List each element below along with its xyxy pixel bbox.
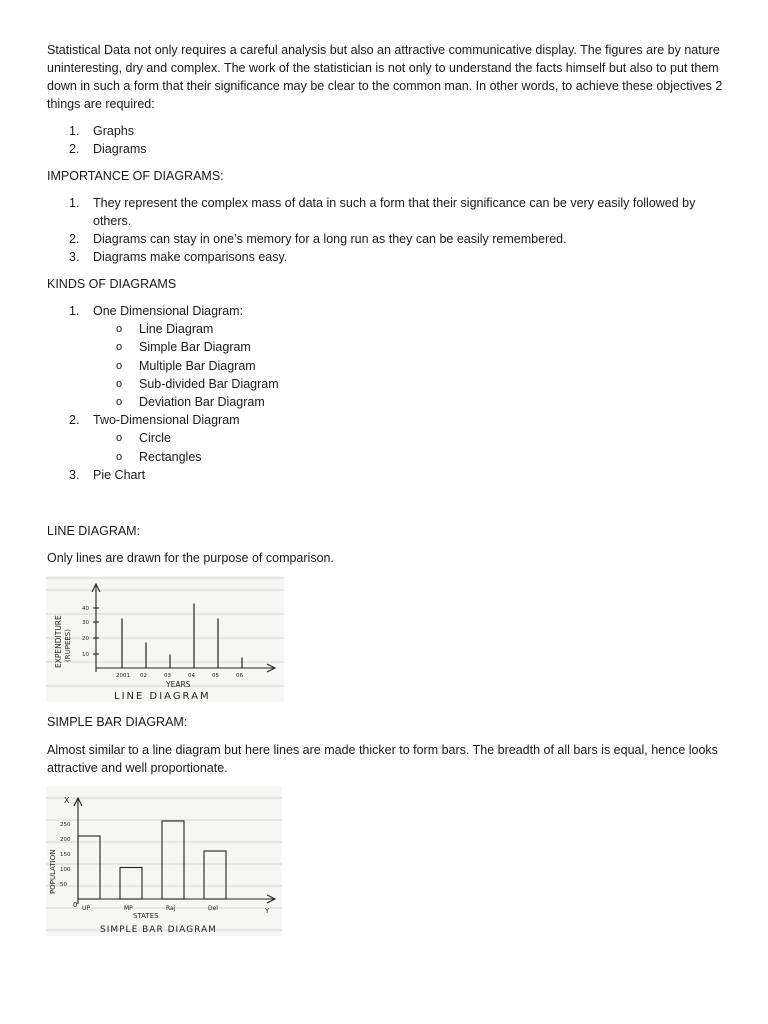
sub-list-item: o Circle — [116, 431, 171, 446]
x-axis-title: YEARS — [166, 680, 191, 689]
list-item: 2. Diagrams can stay in one’s memory for a long run as they can be easily remembered. — [69, 232, 567, 246]
list-item: 2. Two-Dimensional Diagram o Circle o Rectangles — [47, 411, 723, 466]
list-item: 2. Diagrams — [69, 142, 147, 156]
x-tick-label: Raj — [166, 905, 176, 912]
x-tick-label: 06 — [236, 673, 243, 679]
list-item: 3. Pie Chart — [69, 468, 146, 483]
list-item: 1. Graphs — [69, 124, 134, 138]
kinds-list — [47, 302, 723, 484]
figure-caption: SIMPLE BAR DIAGRAM — [100, 925, 217, 935]
sub-list-item: o Line Diagram — [116, 322, 214, 336]
importance-list — [47, 194, 723, 266]
x-tick-label: Del — [208, 905, 218, 912]
importance-heading: IMPORTANCE OF DIAGRAMS: — [47, 169, 224, 183]
y-tick-label: 100 — [60, 867, 71, 873]
x-tick-label: 05 — [212, 673, 219, 679]
x-axis-end-label: Y — [265, 907, 270, 915]
y-tick-label: 50 — [60, 882, 67, 888]
y-axis-title: POPULATION — [49, 849, 57, 894]
y-tick-label: 40 — [82, 606, 89, 612]
y-axis-title: EXPENDITURE — [54, 615, 63, 668]
x-tick-label: 04 — [188, 673, 195, 679]
y-tick-label: 30 — [82, 620, 89, 626]
one-dim-sublist — [47, 320, 723, 411]
x-tick-label: UP — [82, 905, 91, 912]
document-page — [47, 41, 723, 484]
y-tick-label: 150 — [60, 852, 71, 858]
sub-list-item: o Multiple Bar Diagram — [116, 358, 256, 373]
list-item: 1. One Dimensional Diagram: o Line Diagram o Simple Bar Diagram o Multiple Bar Diagram o Sub-divided Bar Diagram o Deviation Bar Diagram — [47, 302, 723, 411]
two-dim-sublist — [47, 429, 723, 466]
required-list — [47, 122, 723, 158]
x-axis-title: STATES — [133, 912, 159, 920]
y-axis-title-unit: (RUPEES) — [64, 629, 72, 662]
line-diagram-heading: LINE DIAGRAM: — [47, 524, 141, 538]
y-tick-label: 200 — [60, 837, 71, 843]
x-tick-label: 03 — [164, 673, 171, 679]
bar — [204, 851, 226, 899]
line-diagram-text: Only lines are drawn for the purpose of comparison. — [47, 551, 334, 565]
y-tick-label: 20 — [82, 636, 89, 642]
simple-bar-svg — [46, 786, 282, 936]
simple-bar-figure — [46, 786, 282, 936]
y-tick-label: 250 — [60, 822, 71, 828]
sub-list-item: o Sub-divided Bar Diagram — [116, 376, 279, 391]
y-tick-label: 10 — [82, 652, 89, 658]
x-tick-label: MP — [124, 905, 133, 912]
intro-paragraph: Statistical Data not only requires a careful analysis but also an attractive communicative display. The figures are by nature uninteresting, dry and complex. The work of the statistician is not only to understand the facts himself but also to put them down in such a form that their significance may be clear to the common man. In other words, to achieve these objectives 2 things are required: — [47, 43, 723, 111]
sub-list-item: o Deviation Bar Diagram — [116, 395, 265, 410]
bar — [120, 868, 142, 900]
simple-bar-heading: SIMPLE BAR DIAGRAM: — [47, 715, 188, 729]
bar — [78, 836, 100, 899]
sub-list-item: o Rectangles — [116, 449, 202, 464]
list-item: 3. Diagrams make comparisons easy. — [69, 250, 288, 264]
sub-list-item: o Simple Bar Diagram — [116, 340, 251, 355]
line-diagram-svg — [46, 576, 284, 702]
y-axis-end-label: X — [64, 796, 70, 805]
list-item: 1. They represent the complex mass of data in such a form that their significance can be very easily followed by others. — [69, 196, 696, 228]
line-diagram-figure — [46, 576, 284, 702]
kinds-heading: KINDS OF DIAGRAMS — [47, 277, 177, 291]
x-tick-label: 2001 — [116, 673, 130, 679]
bar — [162, 821, 184, 899]
x-tick-label: 02 — [140, 673, 147, 679]
origin-label: 0 — [73, 901, 78, 909]
simple-bar-text: Almost similar to a line diagram but here lines are made thicker to form bars. The breadth of all bars is equal, hence looks attractive and well proportionate. — [47, 743, 718, 775]
figure-caption: LINE DIAGRAM — [114, 691, 211, 702]
